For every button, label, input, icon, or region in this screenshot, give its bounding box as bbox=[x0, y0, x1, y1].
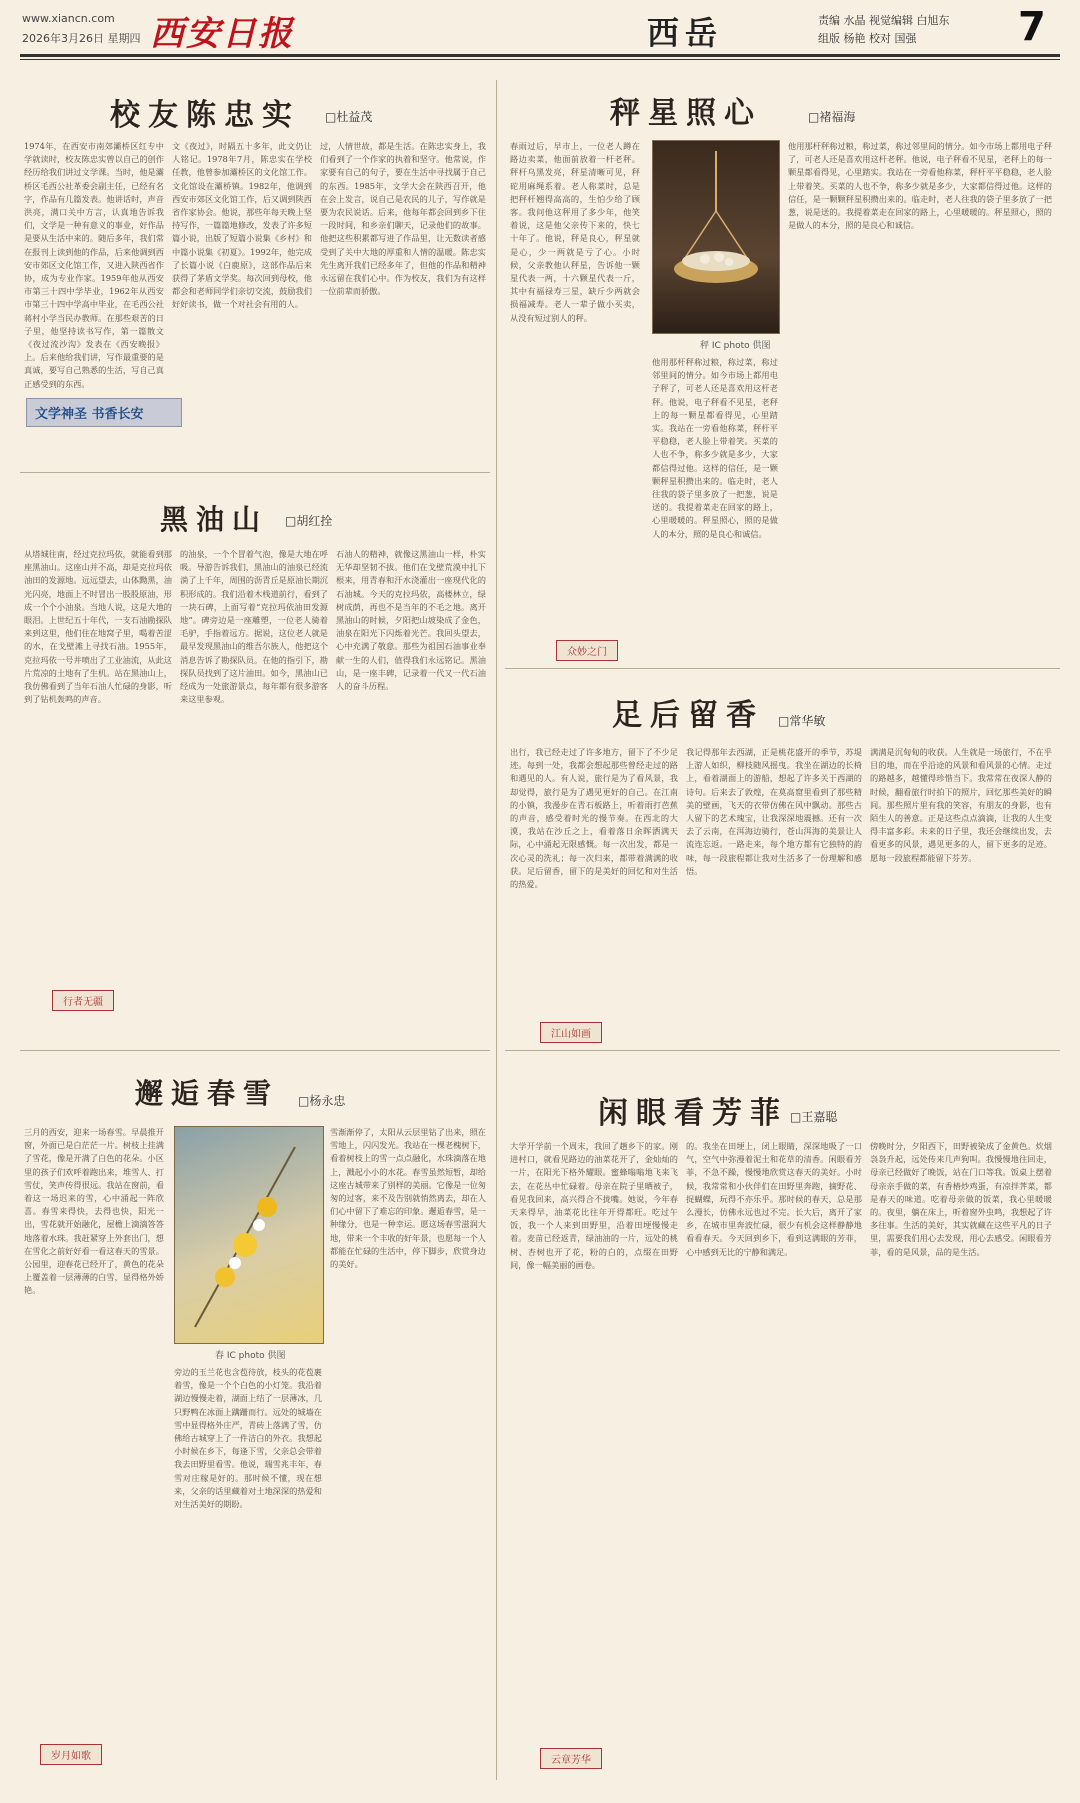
article-title-alumni: 校友陈忠实 bbox=[110, 98, 300, 133]
article-body-black-oil-col2: 的油泉，一个个冒着气泡，像是大地在呼吸。导游告诉我们，黑油山的油泉已经流淌了上千年，周围的沥青丘是原油长期沉积形成的。我们沿着木栈道前行，看到了一块石碑，上面写着“克拉玛依油田发源地”。碑旁边是一座雕塑，一位老人骑着毛驴，手指着远方。据说，这位老人就是最早发现黑油山的维吾尔族人，他把这个消息告诉了勘探队员。在他的指引下，勘探队员找到了这片油田。如今，黑油山已经成为一处旅游景点，每年都有很多游客来这里参观。 bbox=[180, 549, 328, 705]
article-body-scale-col2: 他用那杆秤称过粮，称过菜，称过邻里间的情分。如今市场上都用电子秤了，可老人还是喜欢用这杆老秤。他说，电子秤看不见星，老秤上的每一颗星都看得见，心里踏实。我站在一旁看他称菜，秤杆平平稳稳，老人脸上带着笑。买菜的人也不争，称多少就是多少，大家都信得过他。这样的信任，是一颗颗秤星积攒出来的。临走时，老人往我的袋子里多放了一把葱，说是送的。我提着菜走在回家的路上，心里暖暖的。秤星照心，照的是做人的本分，照的是良心和诚信。 bbox=[652, 357, 778, 539]
column-seal-5: 云章芳华 bbox=[540, 1748, 602, 1769]
divider-right-1 bbox=[505, 668, 1060, 669]
editor-credits: 责编 水晶 视觉编辑 白旭东 bbox=[818, 14, 950, 27]
article-body-spring-snow-col3: 雪渐渐停了，太阳从云层里钻了出来，照在雪地上，闪闪发光。我站在一棵老槐树下，看着树枝上的雪一点点融化，水珠滴落在地上，溅起小小的水花。春雪虽然短暂，却给这座古城带来了别样的美丽。它像是一位匆匆的过客，来不及告别就悄然离去，却在人们心中留下了难忘的印象。邂逅春雪，是一种缘分，也是一种幸运。愿这场春雪滋润大地，带来一个丰收的好年景，也愿每一个人都能在忙碌的生活中，停下脚步，欣赏身边的美好。 bbox=[330, 1127, 486, 1270]
section-title: 西岳 bbox=[646, 14, 723, 52]
divider-left-2 bbox=[20, 1050, 490, 1051]
article-body-footprints-col2: 我记得那年去西湖，正是桃花盛开的季节，苏堤上游人如织，柳枝随风摇曳。我坐在湖边的长椅上，看着湖面上的游船，想起了许多关于西湖的诗句。后来去了敦煌，在莫高窟里看到了那些精美的壁画，飞天的衣带仿佛在风中飘动。那些古人留下的艺术瑰宝，让我深深地震撼。还有一次去了云南，在洱海边骑行，苍山洱海的美景让人流连忘返。一路走来，每个地方都有它独特的韵味，每一段旅程都让我对生活多了一份理解和感悟。 bbox=[686, 747, 862, 876]
article-body-scale-col3: 他用那杆秤称过粮，称过菜，称过邻里间的情分。如今市场上都用电子秤了，可老人还是喜欢用这杆老秤。他说，电子秤看不见星，老秤上的每一颗星都看得见，心里踏实。我站在一旁看他称菜，秤杆平平稳稳，老人脸上带着笑。买菜的人也不争，称多少就是多少，大家都信得过他。这样的信任，是一颗颗秤星积攒出来的。临走时，老人往我的袋子里多放了一把葱，说是送的。我提着菜走在回家的路上，心里暖暖的。秤星照心，照的是做人的本分，照的是良心和诚信。 bbox=[788, 141, 1052, 231]
article-body-scale-col1: 春雨过后，早市上，一位老人蹲在路边卖菜，他面前放着一杆老秤。秤杆乌黑发亮，秤星清晰可见，秤砣用麻绳系着。老人称菜时，总是把秤杆翘得高高的，生怕少给了顾客。我问他这秤用了多少年，他笑着说，这是他父亲传下来的，快七十年了。他说，秤是良心，秤星就是心，少一两就是亏了心。小时候，父亲教他认秤星，告诉他一颗星代表一两，十六颗星代表一斤，其中有福禄寿三星，缺斤少两就会损福减寿。老人一辈子做小买卖，从没有短过别人的秤。 bbox=[510, 141, 640, 323]
article-author-footprints: □常华敏 bbox=[778, 714, 826, 728]
newspaper-logo: 西安日报 bbox=[150, 14, 294, 54]
article-body-alumni-col2: 文《夜过》，时隔五十多年，此文仍让人铭记。1978年7月，陈忠实在学校任教，他曾参加灞桥区的文化馆工作。文化馆设在灞桥镇。1982年，他调到西安市郊区文化馆工作，后又调到陕西省作家协会。他说，那些年每天晚上坚持写作，一篇篇地修改，发表了许多短篇小说，出版了短篇小说集《乡村》和中篇小说集《初夏》。1992年，他完成了长篇小说《白鹿原》，这部作品后来获得了茅盾文学奖。每次回到母校，他都会和老师同学们亲切交流，鼓励我们好好读书，做一个对社会有用的人。 bbox=[172, 141, 312, 310]
article-author-alumni: □杜益茂 bbox=[325, 110, 373, 124]
page-number: 7 bbox=[1018, 4, 1046, 50]
article-body-black-oil-col1: 从塔城往南，经过克拉玛依，就能看到那座黑油山。这座山并不高，却是克拉玛依油田的发源地。远远望去，山体黝黑，油光闪亮，地面上不时冒出一股股原油，形成一个个小油泉。当地人说，这是大地的眼泪。上世纪五十年代，一支石油勘探队来到这里，他们住在地窝子里，喝着苦涩的水，在戈壁滩上寻找石油。1955年，克拉玛依一号井喷出了工业油流，从此这片荒凉的土地有了生机。站在黑油山上，我仿佛看到了当年石油人忙碌的身影，听到了钻机轰鸣的声音。 bbox=[24, 549, 172, 705]
article-author-black-oil: □胡红拴 bbox=[285, 514, 333, 528]
flower-icon bbox=[175, 1127, 323, 1343]
article-body-flowers-col2: 的。我坐在田埂上，闭上眼睛，深深地吸了一口气，空气中弥漫着泥土和花草的清香。闲眼看芳菲，不急不躁，慢慢地欣赏这春天的美好。小时候，我常常和小伙伴们在田野里奔跑，摘野花、捉蝴蝶，玩得不亦乐乎。那时候的春天，总是那么漫长，仿佛永远也过不完。长大后，离开了家乡，在城市里奔波忙碌，很少有机会这样静静地看看春天。今天回到乡下，看到这满眼的芳菲，心中感到无比的宁静和满足。 bbox=[686, 1141, 862, 1257]
article-body-spring-snow-col1: 三月的西安，迎来一场春雪。早晨推开窗，外面已是白茫茫一片。树枝上挂满了雪花，像是开满了白色的花朵。小区里的孩子们欢呼着跑出来，堆雪人、打雪仗，笑声传得很远。我站在窗前，看着这一场迟来的雪，心中涌起一阵欣喜。春雪来得快，去得也快，阳光一出，雪花就开始融化，屋檐上滴滴答答地落着水珠。我赶紧穿上外套出门，想在雪化之前好好看一看这春天的雪景。公园里，迎春花已经开了，黄色的花朵上覆盖着一层薄薄的白雪，显得格外娇艳。 bbox=[24, 1127, 164, 1296]
article-title-spring-snow: 邂逅春雪 bbox=[135, 1077, 280, 1110]
article-body-footprints-col3: 满满是沉甸甸的收获。人生就是一场旅行，不在乎目的地，而在乎沿途的风景和看风景的心情。走过的路越多，越懂得珍惜当下。我常常在夜深人静的时候，翻看旅行时拍下的照片，回忆那些美好的瞬间。那些照片里有我的笑容，有朋友的身影，也有陌生人的善意。正是这些点点滴滴，让我的人生变得丰富多彩。未来的日子里，我还会继续出发，去看更多的风景，遇见更多的人，留下更多的足迹。愿每一段旅程都能留下芬芳。 bbox=[870, 747, 1052, 863]
column-seal-2: 众妙之门 bbox=[556, 640, 618, 661]
divider-left-1 bbox=[20, 472, 490, 473]
article-body-black-oil-col3: 石油人的精神，就像这黑油山一样，朴实无华却坚韧不拔。他们在戈壁荒漠中扎下根来，用青春和汗水浇灌出一座现代化的石油城。今天的克拉玛依，高楼林立，绿树成荫，再也不是当年的不毛之地。离开黑油山的时候，夕阳把山坡染成了金色，油泉在阳光下闪烁着光芒。我回头望去，心中充满了敬意。那些为祖国石油事业奉献一生的人们，值得我们永远铭记。黑油山，是一座丰碑，记录着一代又一代石油人的奋斗历程。 bbox=[336, 549, 486, 692]
article-body-alumni-col1: 1974年，在西安市南郊灞桥区红专中学就读时，校友陈忠实曾以自己的创作经历给我们讲过文学课。当时，他是灞桥区毛西公社革委会副主任，已经有名字，作品有几篇发表。他讲话时，声音洪亮，满口关中方言，认真地告诉我们，文学是一种有意义的事业，好作品是要从生活中来的。随后多年，我们常在报刊上读到他的作品，后来他调到西安市郊区文化馆工作，又进入陕西省作协，成为专业作家。1959年他从西安市第三十四中学毕业，1962年从西安市第三十四中学高中毕业，在毛西公社蒋村小学当民办教师。在那些艰苦的日子里，他坚持读书写作，第一篇散文《夜过流沙沟》发表在《西安晚报》上。后来他给我们讲，写作最重要的是真诚，要写自己熟悉的生活，写自己真正感受到的东西。 bbox=[24, 141, 164, 389]
article-body-spring-snow-col2: 旁边的玉兰花也含苞待放，枝头的花苞裹着雪，像是一个个白色的小灯笼。我沿着湖边慢慢走着，湖面上结了一层薄冰，几只野鸭在冰面上蹒跚而行。远处的城墙在雪中显得格外庄严，青砖上落满了雪，仿佛给古城穿上了一件洁白的外衣。我想起小时候在乡下，每逢下雪，父亲总会带着我去田野里看雪。他说，瑞雪兆丰年，春雪对庄稼是好的。那时候不懂，现在想来，父亲的话里藏着对土地深深的热爱和对生活美好的期盼。 bbox=[174, 1367, 322, 1510]
article-author-spring-snow: □杨永忠 bbox=[298, 1094, 346, 1108]
layout-credits: 组版 杨艳 校对 国强 bbox=[818, 32, 917, 45]
article-title-flowers: 闲眼看芳菲 bbox=[598, 1096, 788, 1131]
article-title-scale: 秤星照心 bbox=[610, 96, 762, 131]
flower-photo bbox=[174, 1126, 324, 1344]
scale-photo-caption: 秤 IC photo 供图 bbox=[700, 341, 771, 351]
article-title-footprints: 足后留香 bbox=[612, 698, 764, 733]
article-body-footprints-col1: 出行，我已经走过了许多地方，留下了不少足迹。每到一处，我都会想起那些曾经走过的路和遇见的人。有人说，旅行是为了看风景，我却觉得，旅行是为了遇见更好的自己。在江南的小镇，我漫步在青石板路上，听着雨打芭蕉的声音，感受着时光的慢节奏。在西北的大漠，我站在沙丘之上，看着落日余晖洒满天际，心中涌起无限感慨。每一次出发，都是一次心灵的洗礼；每一次归来，都带着满满的收获。足后留香，留下的是美好的回忆和对生活的热爱。 bbox=[510, 747, 678, 890]
article-author-scale: □褚福海 bbox=[808, 110, 856, 124]
column-seal-1: 行者无疆 bbox=[52, 990, 114, 1011]
header-rule bbox=[20, 54, 1060, 57]
scale-icon bbox=[653, 141, 779, 333]
center-divider bbox=[496, 80, 497, 1780]
article-body-alumni-col3: 过，人情世故，都是生活。在陈忠实身上，我们看到了一个作家的执着和坚守。他常说，作家要有自己的句子，要在生活中寻找属于自己的东西。1985年，文学大会在陕西召开，他在会上发言，说自己是农民的儿子，写作就是要为农民说话。后来，他每年都会回到乡下住一段时间，和乡亲们聊天，记录他们的故事。他把这些积累都写进了作品里，让无数读者感受到了关中大地的厚重和人情的温暖。陈忠实先生离开我们已经多年了，但他的作品和精神永远留在我们心中。作为校友，我们为有这样一位前辈而骄傲。 bbox=[320, 141, 486, 297]
article-body-flowers-col1: 大学开学前一个周末，我回了趟乡下的家。刚进村口，就看见路边的油菜花开了，金灿灿的一片，在阳光下格外耀眼。蜜蜂嗡嗡地飞来飞去，在花丛中忙碌着。母亲在院子里晒被子，看见我回来，高兴得合不拢嘴。她说，今年春天来得早，油菜花比往年开得都旺。吃过午饭，我一个人来到田野里，沿着田埂慢慢走着。麦苗已经返青，绿油油的一片，远处的桃树、杏树也开了花，粉的白的，点缀在田野间，像一幅美丽的画卷。 bbox=[510, 1141, 678, 1270]
article-title-black-oil: 黑油山 bbox=[160, 503, 269, 536]
header-rule-thin bbox=[20, 59, 1060, 60]
article-author-flowers: □王嘉聪 bbox=[790, 1110, 838, 1124]
article-body-flowers-col3: 傍晚时分，夕阳西下，田野被染成了金黄色。炊烟袅袅升起，远处传来几声狗叫。我慢慢地往回走，母亲已经做好了晚饭，站在门口等我。饭桌上摆着母亲亲手做的菜，有香椿炒鸡蛋，有凉拌荠菜，都是春天的味道。吃着母亲做的饭菜，我心里暖暖的。夜里，躺在床上，听着窗外虫鸣，我想起了许多往事。生活的美好，其实就藏在这些平凡的日子里，需要我们用心去发现，用心去感受。闲眼看芳菲，看的是风景，品的是生活。 bbox=[870, 1141, 1052, 1257]
divider-right-2 bbox=[505, 1050, 1060, 1051]
scale-photo bbox=[652, 140, 780, 334]
column-seal-3: 江山如画 bbox=[540, 1022, 602, 1043]
issue-date: 2026年3月26日 星期四 bbox=[22, 32, 141, 45]
site-url[interactable]: www.xiancn.com bbox=[22, 12, 115, 25]
column-seal-4: 岁月如歌 bbox=[40, 1744, 102, 1765]
literature-banner: 文学神圣 书香长安 bbox=[26, 398, 182, 427]
flower-photo-caption: 春 IC photo 供图 bbox=[215, 1351, 286, 1361]
